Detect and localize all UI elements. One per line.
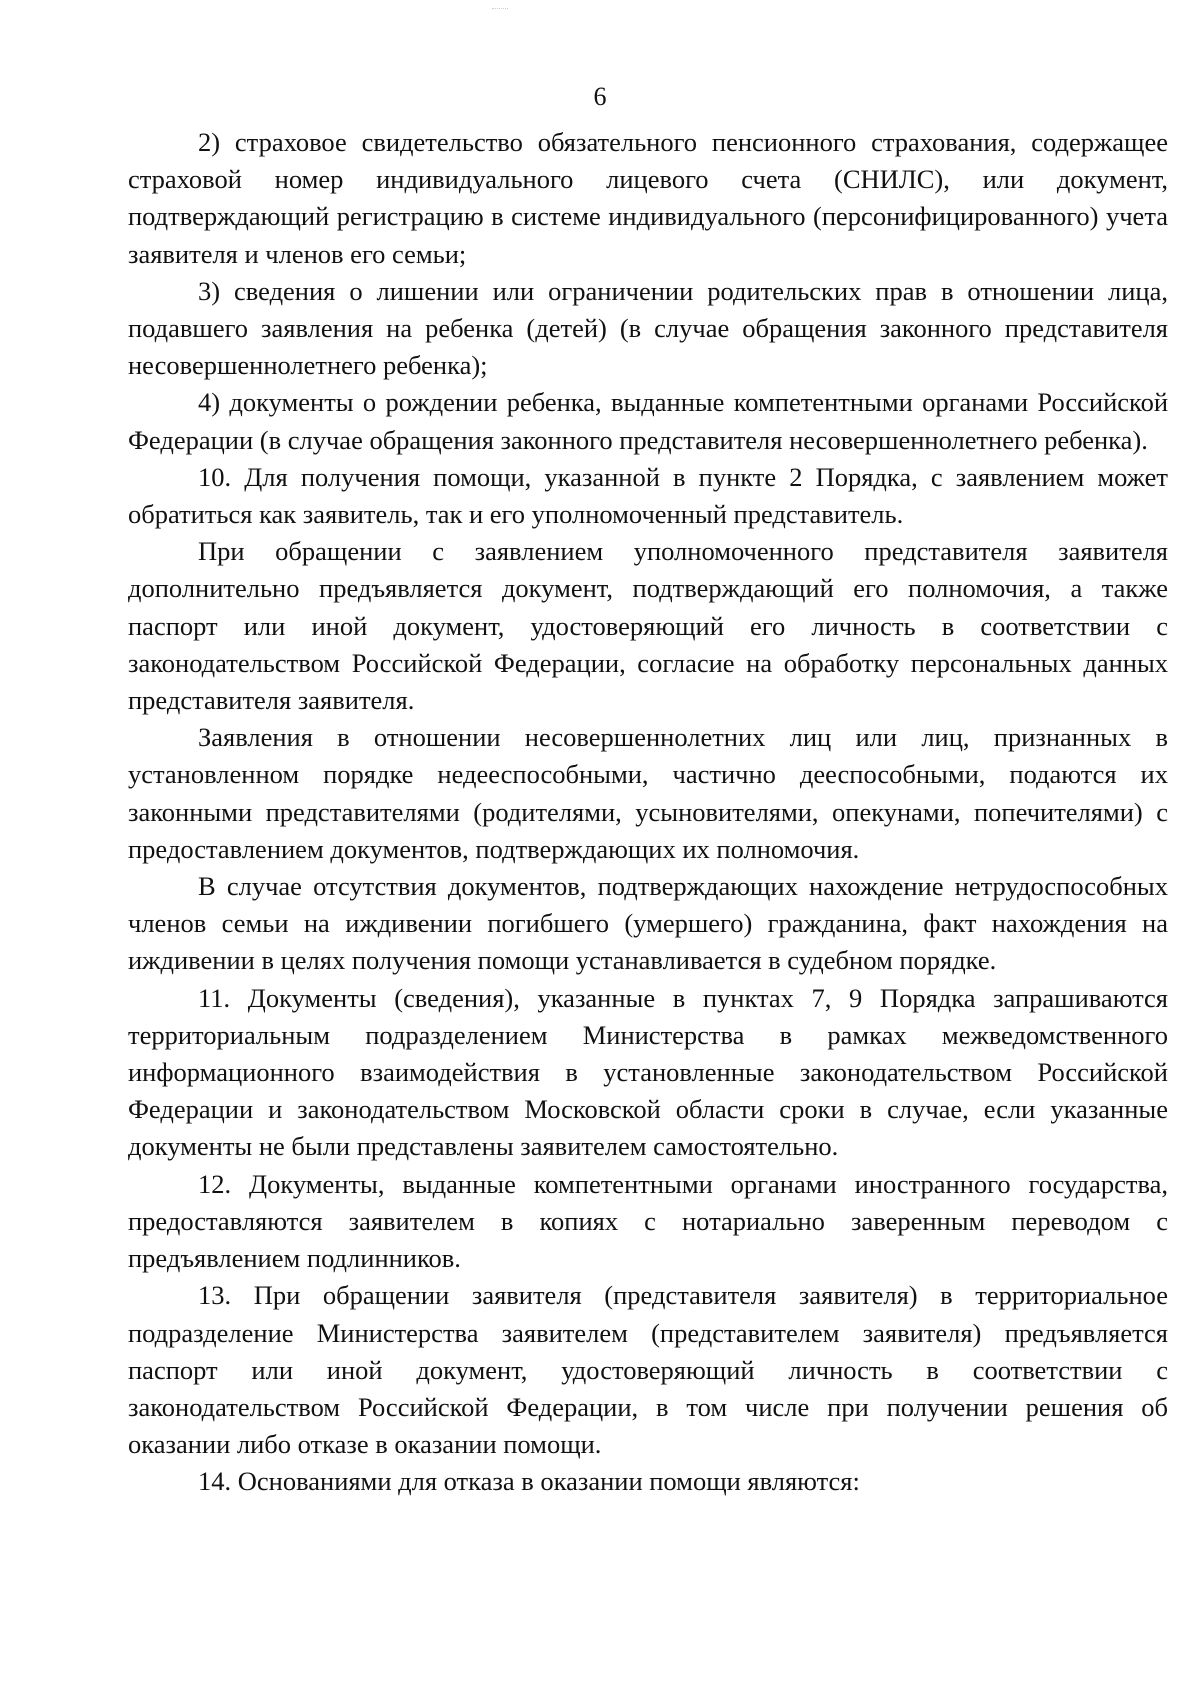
paragraph-dependents: В случае отсутствия документов, подтверждающих нахождение нетрудоспособных членов семьи на иждивении погибшего (умершего) гражданина, факт нахождения на иждивении в целях получения помощи устанавливается в судебном порядке. [128,871,1168,976]
paragraph-item-3: 3) сведения о лишении или ограничении родительских прав в отношении лица, подавшего заявления на ребенка (детей) (в случае обращения законного представителя несовершеннолетнего ребенка); [128,275,1168,381]
paragraph-item-2: 2) страховое свидетельство обязательного пенсионного страхования, содержащее страховой номер индивидуального лицевого счета (СНИЛС), или документ, подтверждающий регистрацию в системе индивидуального (персонифицированного) учета заявителя и членов его семьи; [128,127,1168,269]
paragraph-section-13: 13. При обращении заявителя (представителя заявителя) в территориальное подразделение Министерства заявителем (представителем заявителя) предъявляется паспорт или иной документ, удостоверяющий личность в соответствии с законодательством Российской Федерации, в том числе при получении решения об оказании либо отказе в оказании помощи. [128,1280,1168,1460]
paragraph-section-10: 10. Для получения помощи, указанной в пункте 2 Порядка, с заявлением может обратиться как заявитель, так и его уполномоченный представитель. [128,461,1168,530]
paragraph-minors: Заявления в отношении несовершеннолетних лиц или лиц, признанных в установленном порядке недееспособными, частично дееспособными, подаются их законными представителями (родителями, усыновителями, опекунами, попечителями) с предоставлением документов, подтверждающих их полномочия. [128,722,1168,864]
page-number: 6 [593,82,607,111]
paragraph-item-4: 4) документы о рождении ребенка, выданные компетентными органами Российской Федерации (в случае обращения законного представителя несовершеннолетнего ребенка). [128,387,1168,455]
scan-artifact [492,8,508,11]
paragraph-section-11: 11. Документы (сведения), указанные в пунктах 7, 9 Порядка запрашиваются территориальным подразделением Министерства в рамках межведомственного информационного взаимодействия в установленные законодательством Российской Федерации и законодательством Московской области сроки в случае, если указанные документы не были представлены заявителем самостоятельно. [128,982,1168,1162]
paragraph-representative: При обращении с заявлением уполномоченного представителя заявителя дополнительно предъявляется документ, подтверждающий его полномочия, а также паспорт или иной документ, удостоверяющий его личность в соответствии с законодательством Российской Федерации, согласие на обработку персональных данных представителя заявителя. [128,536,1168,716]
document-body [128,124,1168,1501]
paragraph-section-12: 12. Документы, выданные компетентными органами иностранного государства, предоставляются заявителем в копиях с нотариально заверенным переводом с предъявлением подлинников. [128,1168,1168,1274]
paragraph-section-14: 14. Основаниями для отказа в оказании помощи являются: [198,1466,860,1497]
